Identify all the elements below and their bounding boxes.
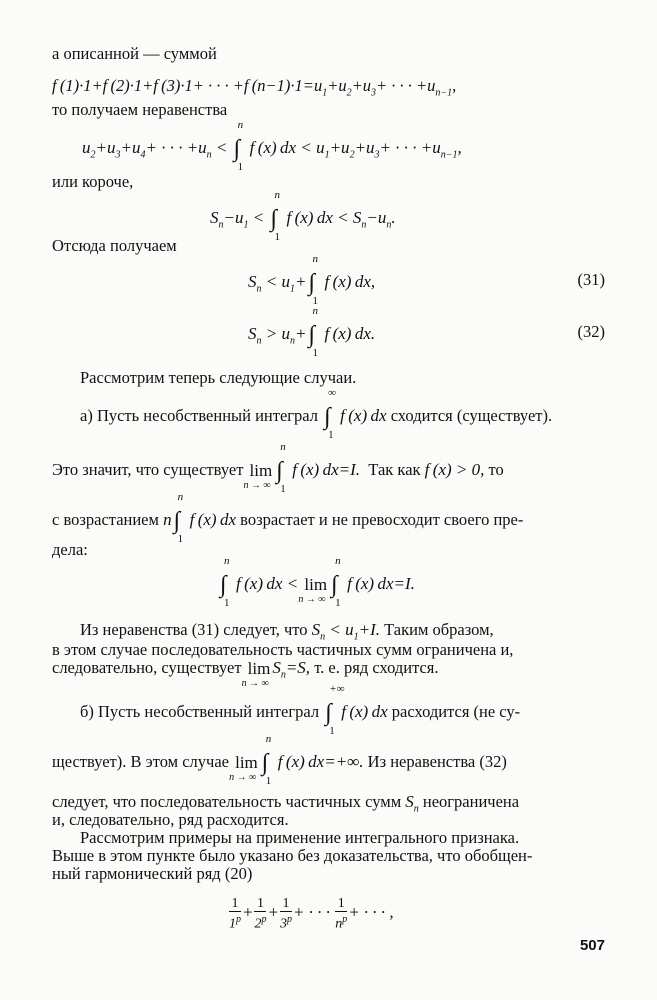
page-number: 507 xyxy=(579,937,605,954)
equation-harmonic-series: $\frac{1}{1^p}$ + $\frac{1}{2^p}$ + $\frac{1}{3^p}$ + · · · $\frac{1}{n^p}$ + · · · , xyxy=(229,896,394,932)
text-line: Рассмотрим примеры на применение интегрального признака. xyxy=(80,828,520,847)
equation-number: (31) xyxy=(577,270,605,289)
text-line: с возрастанием n ∫ n 1 f (x) dx возрастает и не превосходит своего пре- xyxy=(52,491,524,545)
text-line: дела: xyxy=(52,540,88,559)
text-line: а описанной — суммой xyxy=(52,44,217,63)
text-line: то получаем неравенства xyxy=(52,100,228,119)
text-line: Это значит, что существует lim n → ∞ ∫ n 1 f (x) dx=I. Так как f (x) > 0, то xyxy=(52,441,504,495)
equation-inequality-1: $u_2+u_3+u_4+$ · · · $+u_n$ < ∫ n 1 f (x) dx < $u_1+u_2+u_3+$ · · · $+u_{n-1}$, xyxy=(82,119,462,173)
equation-limit-bound: ∫ n 1 f (x) dx < lim n → ∞ ∫ n 1 f (x) dx=I. xyxy=(220,555,415,609)
equation-inequality-short: $S_n-u_1$ < ∫ n 1 f (x) dx < $S_n-u_n$. xyxy=(210,189,396,243)
equation-32: $S_n > u_n+$ ∫ n 1 f (x) dx. xyxy=(248,305,376,359)
text-line: в этом случае последовательность частичных сумм ограничена и, xyxy=(52,640,514,659)
equation-inscribed-sum: f (1)·1+f (2)·1+f (3)·1+ · · · +f $(n-1)\cdot 1=u_1+u_2+u_3+$ · · · $+u_{n-1}$, xyxy=(52,76,457,99)
text-line-case-b: б) Пусть несобственный интеграл ∫ +∞ 1 f (x) dx расходится (не су- xyxy=(80,683,521,737)
text-line: или короче, xyxy=(52,172,134,191)
text-line: Рассмотрим теперь следующие случаи. xyxy=(80,368,357,387)
equation-number: (32) xyxy=(577,322,605,341)
text-line: и, следовательно, ряд расходится. xyxy=(52,810,289,829)
text-line: ществует). В этом случае lim n → ∞ ∫ n 1 f (x) dx=+∞. Из неравенства (32) xyxy=(52,733,507,787)
text-line: Выше в этом пункте было указано без доказательства, что обобщен- xyxy=(52,846,533,865)
text-line: Отсюда получаем xyxy=(52,236,177,255)
text-line-case-a: а) Пусть несобственный интеграл ∫ ∞ 1 f (x) dx сходится (существует). xyxy=(80,387,553,441)
equation-31: $S_n < u_1+$ ∫ n 1 f (x) dx, xyxy=(248,253,376,307)
text-line: следует, что последовательность частичных сумм $S_n$ неограничена xyxy=(52,792,520,815)
text-line: Из неравенства (31) следует, что $S_n < u_1+I$. Таким образом, xyxy=(80,620,494,643)
text-line: ный гармонический ряд (20) xyxy=(52,864,253,883)
text-line: следовательно, существует lim n → ∞ $S_n=S$, т. е. ряд сходится. xyxy=(52,658,439,690)
